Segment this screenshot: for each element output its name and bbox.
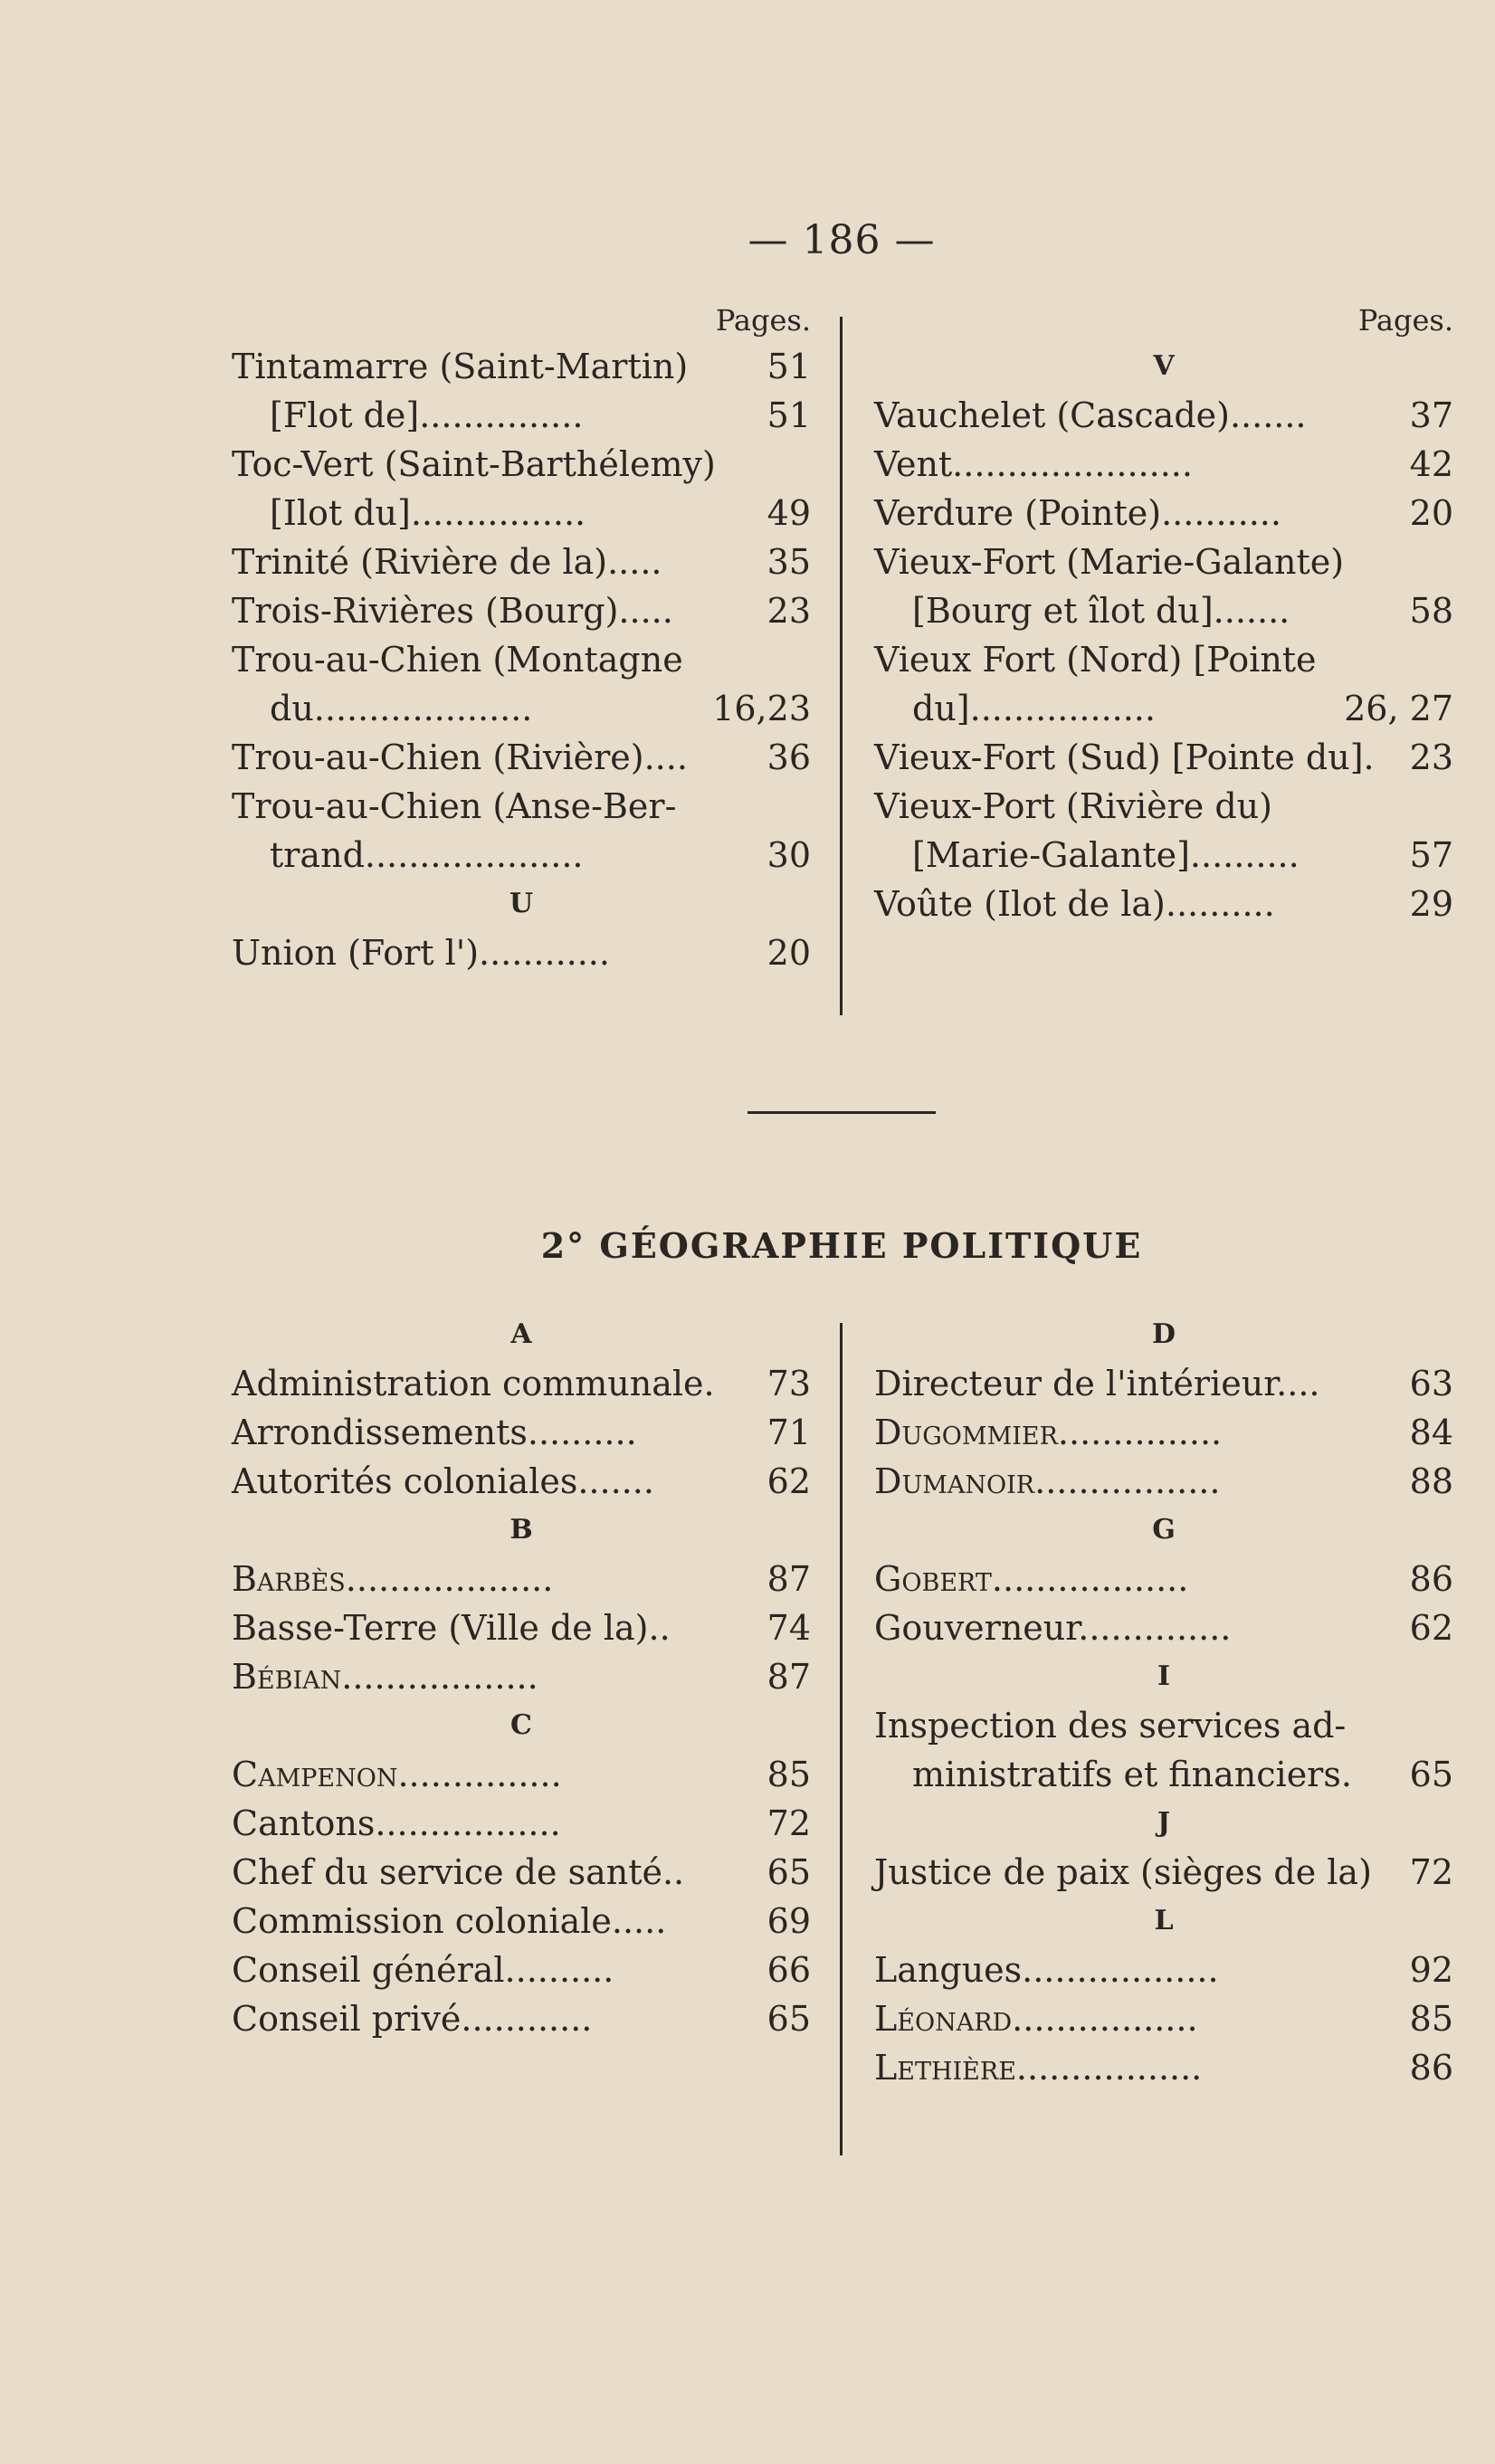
entry-text: Vauchelet (Cascade)....... [874,395,1307,435]
entry-text: Dugommier............... [874,1413,1223,1452]
letter-heading: V [1153,350,1175,382]
page-ref: 58 [1409,591,1453,631]
entry-text: du.................... [270,689,533,728]
index-entry [232,928,811,977]
page-ref: 87 [767,1657,811,1697]
section-rule [748,1111,936,1114]
page-ref: 92 [1409,1950,1453,1990]
entry-text: Arrondissements.......... [232,1413,637,1452]
entry-text: Trou-au-Chien (Anse-Ber- [232,786,677,826]
entry-text: ministratifs et financiers. [912,1755,1352,1794]
letter-heading: U [509,888,534,919]
page-ref: 73 [767,1364,811,1403]
index-entry [232,1994,811,2043]
entry-text: [Flot de]............... [270,395,584,435]
index-entry [232,1946,811,1994]
page-ref: 30 [767,835,811,875]
page-ref: 51 [767,395,811,435]
index-entry [874,1603,1453,1652]
index-entry [874,440,1453,489]
entry-text: Voûte (Ilot de la).......... [874,884,1275,924]
entry-text: Gouverneur.............. [874,1608,1232,1648]
entry-text: Trou-au-Chien (Montagne [232,640,683,680]
pages-header: Pages. [715,303,811,338]
index-column-left-top [232,299,811,977]
index-entry [232,440,811,538]
index-entry [874,2043,1453,2092]
page-ref: 72 [767,1803,811,1843]
page-ref: 63 [1409,1364,1453,1403]
page-ref: 88 [1409,1461,1453,1501]
page-ref: 62 [1409,1608,1453,1648]
entry-text: [Ilot du]................ [270,493,586,533]
page-ref: 20 [767,933,811,973]
index-entry [874,733,1453,782]
letter-heading: G [1152,1514,1176,1546]
letter-heading: B [509,1514,533,1546]
letter-heading: D [1151,1318,1176,1350]
index-entry [874,489,1453,538]
page-ref: 26, 27 [1344,689,1453,728]
index-entry [874,635,1453,733]
page-ref: 84 [1409,1413,1453,1452]
index-entry [232,733,811,782]
index-entry [874,1408,1453,1457]
page-ref: 69 [767,1901,811,1941]
entry-text: Cantons................. [232,1803,561,1843]
index-entry [232,1750,811,1799]
index-entry [232,1799,811,1848]
index-entry [874,391,1453,440]
index-entry [232,1848,811,1897]
index-entry [232,782,811,880]
entry-text: Directeur de l'intérieur.... [874,1364,1320,1403]
entry-text: Commission coloniale..... [232,1901,667,1941]
entry-text: Administration communale. [232,1364,715,1403]
entry-text: Gobert.................. [874,1559,1189,1599]
page-ref: 29 [1409,884,1453,924]
letter-heading: A [510,1318,532,1350]
entry-text: Toc-Vert (Saint-Barthélemy) [232,444,716,484]
index-entry [232,586,811,635]
page-ref: 74 [767,1608,811,1648]
pages-header: Pages. [1357,303,1453,338]
entry-text: Conseil privé............ [232,1999,593,2039]
entry-text: Dumanoir................. [874,1461,1221,1501]
entry-text: Vieux Fort (Nord) [Pointe [874,640,1317,680]
entry-text: Barbès................... [232,1559,554,1599]
entry-text: Léonard................. [874,1999,1198,2039]
index-entry [232,342,811,391]
entry-text: [Marie-Galante].......... [912,835,1300,875]
page-ref: 65 [767,1999,811,2039]
index-entry [874,782,1453,880]
page-ref: 57 [1409,835,1453,875]
page-ref: 49 [767,493,811,533]
page-ref: 85 [767,1755,811,1794]
index-entry [874,1457,1453,1506]
page-ref: 16,23 [712,689,811,728]
index-entry [874,880,1453,928]
index-entry [232,635,811,733]
entry-text: Autorités coloniales....... [232,1461,654,1501]
index-entry [874,1555,1453,1603]
entry-text: Conseil général.......... [232,1950,614,1990]
entry-text: Basse-Terre (Ville de la).. [232,1608,671,1648]
index-entry [874,1701,1453,1799]
page-ref: 42 [1409,444,1453,484]
index-entry [232,538,811,586]
index-entry [874,538,1453,635]
page-ref: 36 [767,737,811,777]
column-divider-top [840,317,843,1015]
index-column-right-bottom [874,1310,1453,2092]
entry-text: Vieux-Fort (Sud) [Pointe du]. [874,737,1375,777]
entry-text: Tintamarre (Saint-Martin) [232,347,689,386]
page-ref: 35 [767,542,811,582]
entry-text: Trinité (Rivière de la)..... [232,542,662,582]
index-entry [232,1457,811,1506]
page-ref: 37 [1409,395,1453,435]
section-title: 2° GÉOGRAPHIE POLITIQUE [540,1225,1143,1266]
page-ref: 86 [1409,2048,1453,2088]
page-ref: 23 [767,591,811,631]
index-entry [232,1359,811,1408]
index-column-right-top [874,299,1453,928]
entry-text: Union (Fort l')............ [232,933,610,973]
letter-heading: I [1157,1660,1171,1692]
entry-text: Lethière................. [874,2048,1203,2088]
page-ref: 72 [1409,1852,1453,1892]
letter-heading: J [1157,1807,1171,1839]
entry-text: Trou-au-Chien (Rivière).... [232,737,688,777]
index-column-left-bottom [232,1310,811,2043]
index-entry [232,1408,811,1457]
entry-text: Vieux-Port (Rivière du) [874,786,1272,826]
page-ref: 71 [767,1413,811,1452]
page-ref: 23 [1409,737,1453,777]
entry-text: [Bourg et îlot du]....... [912,591,1290,631]
page-ref: 66 [767,1950,811,1990]
index-entry [874,1359,1453,1408]
page-ref: 85 [1409,1999,1453,2039]
index-entry [874,1994,1453,2043]
page-ref: 65 [1409,1755,1453,1794]
page-ref: 20 [1409,493,1453,533]
page-ref: 87 [767,1559,811,1599]
index-entry [232,391,811,440]
index-entry [874,1848,1453,1897]
entry-text: Trois-Rivières (Bourg)..... [232,591,673,631]
page-ref: 62 [767,1461,811,1501]
page-number: — 186 — [748,217,936,263]
index-entry [232,1555,811,1603]
index-entry [232,1652,811,1701]
entry-text: trand.................... [270,835,584,875]
index-entry [232,1897,811,1946]
entry-text: Verdure (Pointe)........... [874,493,1281,533]
index-entry [874,1946,1453,1994]
index-entry [232,1603,811,1652]
page-ref: 51 [767,347,811,386]
column-divider-bottom [840,1323,843,2155]
entry-text: Bébian.................. [232,1657,538,1697]
letter-heading: C [510,1709,532,1741]
entry-text: Campenon............... [232,1755,562,1794]
entry-text: Inspection des services ad- [874,1706,1347,1746]
entry-text: Vieux-Fort (Marie-Galante) [874,542,1345,582]
entry-text: Langues.................. [874,1950,1219,1990]
entry-text: Vent...................... [874,444,1193,484]
entry-text: Chef du service de santé.. [232,1852,685,1892]
entry-text: Justice de paix (sièges de la) [874,1852,1372,1892]
page-ref: 65 [767,1852,811,1892]
page-ref: 86 [1409,1559,1453,1599]
letter-heading: L [1154,1905,1174,1936]
entry-text: du]................. [912,689,1156,728]
